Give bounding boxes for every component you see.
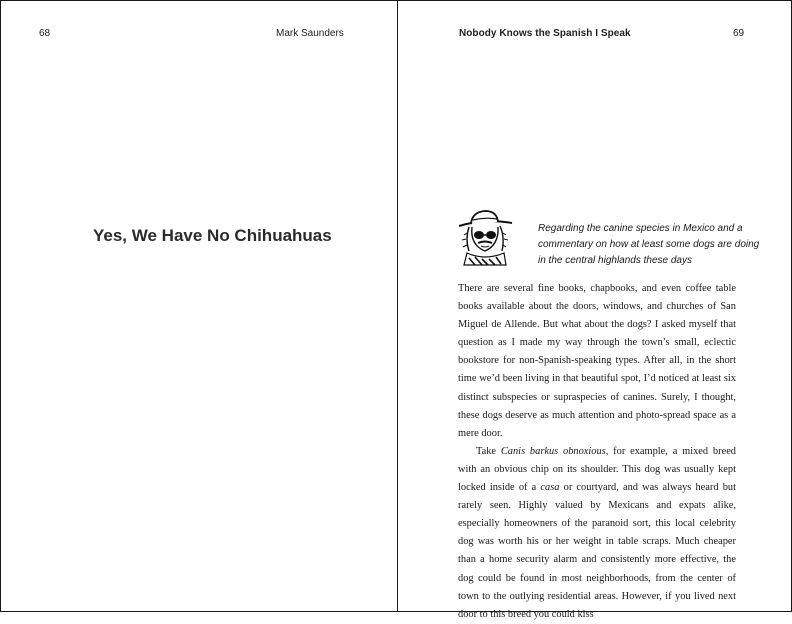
chapter-epigraph: Regarding the canine species in Mexico and a commentary on how at least some dogs are doing in the central highlands these days bbox=[538, 223, 760, 266]
body-paragraph-2 bbox=[458, 443, 736, 624]
left-running-head: Mark Saunders bbox=[276, 28, 344, 39]
right-page bbox=[398, 1, 792, 620]
right-running-head: Nobody Knows the Spanish I Speak bbox=[459, 28, 631, 39]
left-page bbox=[1, 1, 397, 611]
casa-italic: casa bbox=[540, 482, 560, 494]
species-name-italic: Canis barkus obnoxious bbox=[500, 445, 606, 457]
sombrero-man-illustration-icon bbox=[455, 209, 515, 267]
body-paragraph-1: There are several fine books, chapbooks, and even coffee table books available about the doors, windows, and churches of San Miguel de Allende. But what about the dogs? I asked myself that question as I made my way through the town’s small, eclectic bookstore for non-Spanish-speaking types. After all, in the short time we’d been living in that beautiful spot, I’d noticed at least six distinct subspecies or supraspecies of canines. Surely, I thought, these dogs deserve as much attention and photo-spread space as a mere door. bbox=[458, 283, 736, 439]
chapter-title: Yes, We Have No Chihuahuas bbox=[93, 226, 332, 245]
right-page-number: 69 bbox=[733, 28, 745, 39]
paragraph-2-mid: , for example, a mixed breed with an obvious chip on its shoulder. This dog was usually kept locked inside of a bbox=[458, 445, 736, 494]
left-page-number: 68 bbox=[39, 28, 51, 39]
paragraph-2-lead: Take bbox=[476, 445, 501, 457]
paragraph-2-rest: or courtyard, and was always heard but rarely seen. Highly valued by Mexicans and expats alike, especially homeowners of the paranoid sort, this local celebrity dog was worth his or her weight in table scraps. Much cheaper than a home security alarm and consistently more effective, the dog could be found in most neighborhoods, from the center of town to the outlying residential areas. However, if you lived next door to this breed you could kiss bbox=[458, 482, 736, 620]
body-text bbox=[458, 280, 736, 624]
